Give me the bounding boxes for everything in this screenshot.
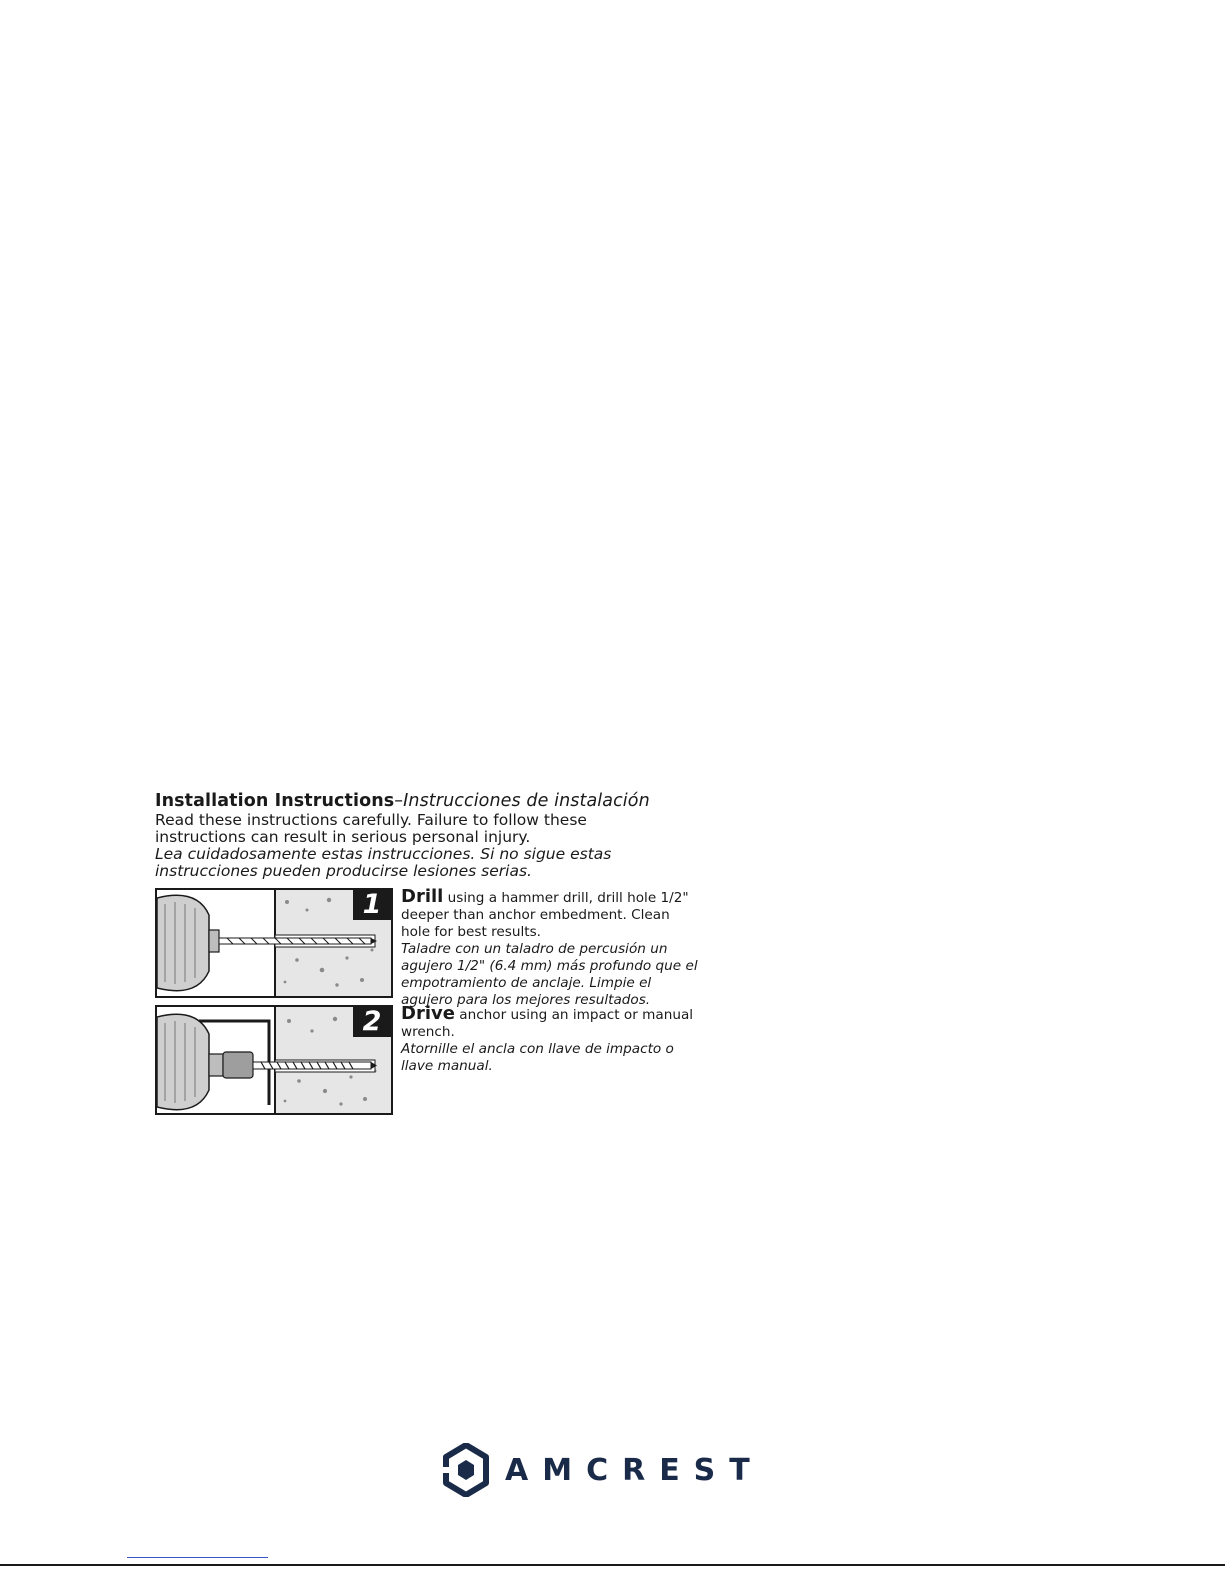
warning-spanish [155,846,735,880]
title-separator: – [394,791,404,811]
step-verb: Drive [401,1003,455,1024]
step-spanish-line: agujero para los mejores resultados. [401,992,651,1008]
warning-spanish-line: instrucciones pueden producirse lesiones serias. [155,862,532,880]
step-spanish-line: agujero 1/2" (6.4 mm) más profundo que el [401,958,698,974]
step-spanish-line: Taladre con un taladro de percusión un [401,941,668,957]
installation-instructions [155,790,735,1074]
step-english-line [401,888,731,907]
step-english-text: using a hammer drill, drill hole 1/2" [447,890,689,906]
step-english-text: anchor using an impact or manual [459,1007,694,1023]
step-spanish-line: empotramiento de anclaje. Limpie el [401,975,652,991]
step-english-line: hole for best results. [401,924,541,940]
step-number-badge: 1 [353,890,391,920]
step-spanish-line: llave manual. [401,1058,493,1074]
title-spanish: Instrucciones de instalación [403,791,650,811]
step-verb: Drill [401,886,444,907]
amcrest-hexagon-logo-icon [443,1443,489,1497]
drive-illustration [155,1005,393,1115]
step-english-line: deeper than anchor embedment. Clean [401,907,670,923]
amcrest-brand [443,1443,764,1497]
warning-spanish-line: Lea cuidadosamente estas instrucciones. Si no sigue estas [155,845,612,863]
step-spanish-line: Atornille el ancla con llave de impacto o [401,1041,674,1057]
brand-name: AMCREST [505,1452,764,1488]
step-english-line [401,1005,731,1024]
page-bottom-rule [0,1564,1225,1566]
drill-illustration [155,888,393,998]
footer-link-underline[interactable] [127,1557,268,1558]
warning-english-line: Read these instructions carefully. Failure to follow these [155,811,587,829]
step-number-badge: 2 [353,1007,391,1037]
warning-english [155,812,735,846]
warning-english-line: instructions can result in serious personal injury. [155,828,531,846]
title-english: Installation Instructions [155,791,395,811]
instructions-title [155,790,735,812]
step-description [401,1005,731,1075]
step-english-line: wrench. [401,1024,455,1040]
step-description [401,888,731,1009]
